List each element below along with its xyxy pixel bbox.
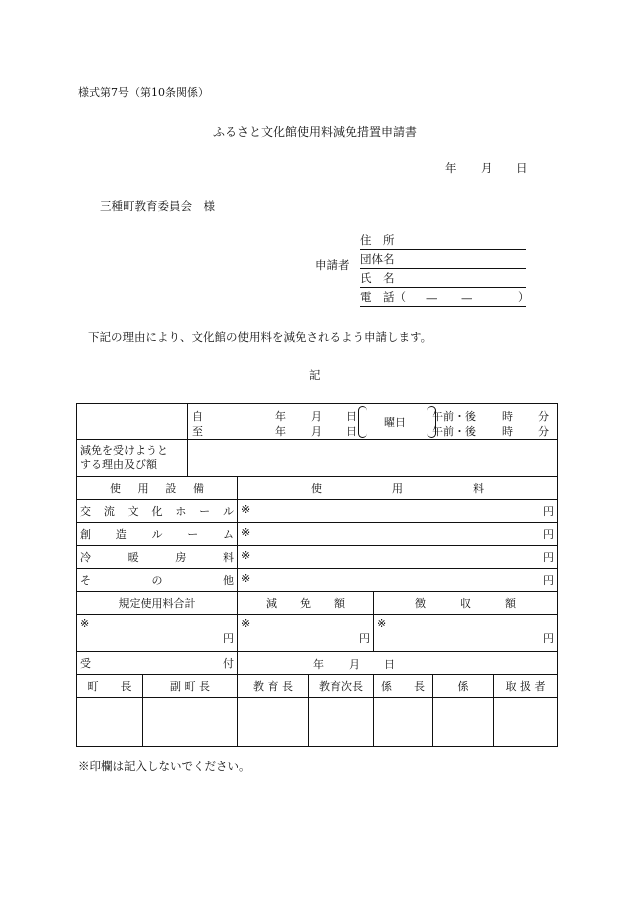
- facility-char: ー: [199, 505, 211, 518]
- phone-close: ）: [518, 290, 530, 304]
- facility-char: ル: [151, 528, 163, 541]
- facility-char: 房: [175, 551, 187, 564]
- yen-unit: 円: [543, 505, 555, 518]
- facility-name-creation-room: [77, 523, 238, 546]
- seal-header-staff: 係: [433, 675, 494, 698]
- facility-char: ホ: [175, 505, 187, 518]
- from-hour: 時: [502, 410, 513, 423]
- phone-label: 電 話（: [360, 290, 406, 304]
- name-field[interactable]: [360, 273, 526, 288]
- group-name-field[interactable]: [360, 254, 526, 269]
- facility-char: 化: [151, 505, 163, 518]
- facility-name-heating-cooling: [77, 546, 238, 569]
- total-fee-label: 規定使用料合計: [77, 592, 238, 615]
- document-title: ふるさと文化館使用料減免措置申請書: [212, 125, 417, 139]
- from-day: 日: [346, 410, 357, 423]
- fee-header-char: 用: [392, 482, 403, 495]
- facility-char: 造: [115, 528, 127, 541]
- to-year: 年: [275, 425, 286, 438]
- fee-header-row: [77, 477, 558, 500]
- office-use-mark: ※: [80, 617, 90, 630]
- weekday-label: 曜日: [384, 416, 406, 429]
- date-year-label: 年: [445, 161, 457, 175]
- facility-char: そ: [80, 574, 91, 587]
- collection-char: 額: [505, 597, 516, 610]
- totals-value-row: [77, 615, 558, 652]
- from-minute: 分: [538, 410, 549, 423]
- total-fee-input[interactable]: [77, 615, 238, 652]
- seal-box-section-chief[interactable]: [374, 698, 433, 747]
- facility-header-char: 設: [165, 482, 177, 495]
- fee-header-cell: [238, 477, 558, 500]
- facility-char: 料: [222, 551, 234, 564]
- to-ampm: 午前・後: [432, 425, 476, 438]
- receipt-year: 年: [313, 658, 324, 671]
- fee-input-heating-cooling[interactable]: [238, 546, 558, 569]
- to-month: 月: [311, 425, 322, 438]
- date-month-label: 月: [481, 161, 493, 175]
- facility-row-heating-cooling: [77, 546, 558, 569]
- fee-header-char: 使: [311, 482, 322, 495]
- ki-label: 記: [309, 368, 321, 382]
- yen-unit: 円: [543, 632, 555, 645]
- facility-char: 冷: [80, 551, 91, 564]
- collection-header-cell: [374, 592, 558, 615]
- office-use-mark: ※: [377, 617, 387, 630]
- facility-char: 文: [127, 505, 139, 518]
- seal-header-row: [77, 675, 558, 698]
- reduction-char: 減: [266, 597, 277, 610]
- reduction-amount-input[interactable]: [238, 615, 374, 652]
- facility-header-char: 備: [192, 482, 204, 495]
- address-label: 住 所: [360, 233, 395, 247]
- usage-period-row: [77, 404, 558, 440]
- facility-row-creation-room: [77, 523, 558, 546]
- seal-box-mayor[interactable]: [77, 698, 143, 747]
- facility-row-other: [77, 569, 558, 592]
- reduction-header-cell: [238, 592, 374, 615]
- form-number: 様式第7号（第10条関係）: [78, 86, 209, 99]
- facility-header-char: 用: [137, 482, 149, 495]
- to-minute: 分: [538, 425, 549, 438]
- reason-label-cell: [77, 440, 188, 477]
- facility-header-cell: [77, 477, 238, 500]
- seal-box-row: [77, 698, 558, 747]
- reason-row: [77, 440, 558, 477]
- seal-header-mayor: 町 長: [77, 675, 143, 698]
- reduction-char: 額: [334, 597, 345, 610]
- facility-header-char: 使: [110, 482, 121, 495]
- seal-header-deputy-superintendent: 教育次長: [309, 675, 374, 698]
- facility-char: 他: [223, 574, 234, 587]
- office-use-mark: ※: [241, 617, 251, 630]
- yen-unit: 円: [223, 632, 234, 645]
- from-label: 自: [192, 410, 203, 423]
- weekday-bracket-left: [358, 406, 367, 438]
- seal-header-deputy-mayor: 副 町 長: [143, 675, 238, 698]
- receipt-char: 受: [80, 657, 91, 670]
- to-day: 日: [346, 425, 357, 438]
- receipt-row: [77, 652, 558, 675]
- usage-period-cell[interactable]: [188, 404, 558, 440]
- office-use-mark: ※: [241, 503, 251, 516]
- fee-input-creation-room[interactable]: [238, 523, 558, 546]
- facility-name-hall: [77, 500, 238, 523]
- office-use-mark: ※: [241, 572, 251, 585]
- seal-header-handler: 取 扱 者: [494, 675, 558, 698]
- group-name-label: 団体名: [360, 252, 395, 266]
- reason-label-line-2: する理由及び額: [80, 458, 157, 471]
- collection-char: 徴: [415, 597, 426, 610]
- yen-unit: 円: [543, 551, 555, 564]
- facility-char: ー: [187, 528, 199, 541]
- totals-header-row: [77, 592, 558, 615]
- from-month: 月: [311, 410, 322, 423]
- to-hour: 時: [502, 425, 513, 438]
- receipt-label-cell: [77, 652, 238, 675]
- period-label-cell: [77, 404, 188, 440]
- receipt-char: 付: [223, 657, 234, 670]
- addressee: 三種町教育委員会 様: [100, 199, 215, 213]
- receipt-month: 月: [349, 658, 360, 671]
- facility-char: 交: [80, 505, 91, 518]
- from-year: 年: [275, 410, 286, 423]
- intro-text: 下記の理由により、文化館の使用料を減免されるよう申請します。: [88, 330, 433, 344]
- office-use-mark: ※: [241, 526, 251, 539]
- seal-box-superintendent[interactable]: [238, 698, 309, 747]
- reason-label-line-1: 減免を受けようと: [80, 444, 168, 457]
- seal-box-deputy-mayor[interactable]: [143, 698, 238, 747]
- facility-char: 暖: [127, 551, 139, 564]
- seal-box-staff[interactable]: [433, 698, 494, 747]
- phone-dash-1: —: [426, 291, 438, 305]
- fee-input-hall[interactable]: [238, 500, 558, 523]
- seal-box-deputy-superintendent[interactable]: [309, 698, 374, 747]
- facility-char: ル: [222, 505, 234, 518]
- footnote: ※印欄は記入しないでください。: [78, 759, 251, 773]
- facility-char: の: [151, 574, 163, 587]
- facility-row-hall: [77, 500, 558, 523]
- address-field[interactable]: [360, 235, 526, 250]
- weekday-bracket-right: [427, 406, 436, 438]
- seal-header-section-chief: 係 長: [374, 675, 433, 698]
- phone-field[interactable]: [360, 290, 530, 307]
- seal-box-handler[interactable]: [494, 698, 558, 747]
- fee-input-other[interactable]: [238, 569, 558, 592]
- name-label: 氏 名: [360, 271, 395, 285]
- reduction-char: 免: [300, 597, 311, 610]
- collection-amount-input[interactable]: [374, 615, 558, 652]
- date-day-label: 日: [516, 161, 528, 175]
- yen-unit: 円: [359, 632, 370, 645]
- receipt-date-cell[interactable]: [238, 652, 558, 675]
- applicant-label: 申請者: [315, 258, 350, 272]
- phone-dash-2: —: [461, 291, 473, 305]
- seal-header-superintendent: 教 育 長: [238, 675, 309, 698]
- office-use-mark: ※: [241, 549, 251, 562]
- fee-header-char: 料: [473, 482, 484, 495]
- facility-name-other: [77, 569, 238, 592]
- to-label: 至: [192, 425, 203, 438]
- from-ampm: 午前・後: [432, 410, 476, 423]
- collection-char: 収: [460, 597, 471, 610]
- facility-char: 創: [80, 528, 91, 541]
- yen-unit: 円: [543, 574, 555, 587]
- receipt-day: 日: [384, 658, 395, 671]
- yen-unit: 円: [543, 528, 555, 541]
- reason-input-cell[interactable]: [188, 440, 558, 477]
- facility-char: ム: [223, 528, 234, 541]
- application-table: [76, 403, 558, 747]
- facility-char: 流: [103, 505, 115, 518]
